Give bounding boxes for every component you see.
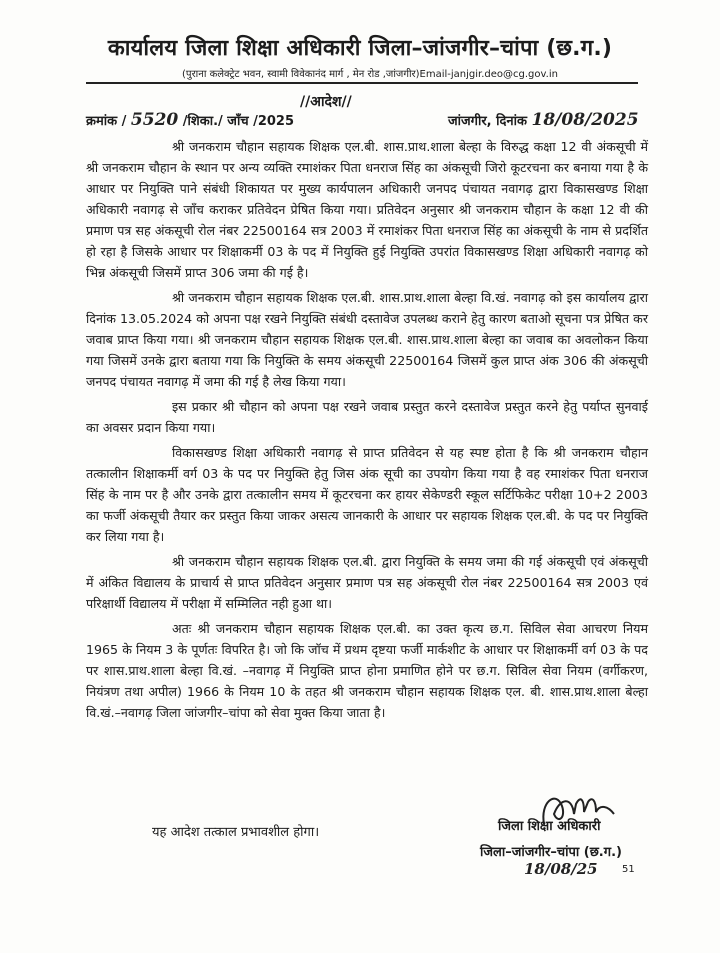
reference-number-block <box>86 110 294 130</box>
paragraph: श्री जनकराम चौहान सहायक शिक्षक एल.बी. शास.प्राथ.शाला बेल्हा वि.खं. नवागढ़ को इस कार्यालय द्वारा दिनांक 13.05.2024 को अपना पक्ष रखने नियुक्ति संबंधी दस्तावेज उपलब्ध कराने हेतु कारण बताओ सूचना पत्र प्रेषित कर जवाब प्राप्त किया गया। श्री जनकराम चौहान सहायक शिक्षक एल.बी. शास.प्राथ.शाला बेल्हा का जवाब का अवलोकन किया गया जिसमें उनके द्वारा बताया गया कि नियुक्ति के समय अंकसूची 22500164 जिसमें कुल प्राप्त अंक 306 की अंकसूची जनपद पंचायत नवागढ़ में जमा की गई है लेख किया गया। <box>86 290 648 389</box>
reference-line <box>86 108 686 132</box>
paragraph: श्री जनकराम चौहान सहायक शिक्षक एल.बी. द्वारा नियुक्ति के समय जमा की गई अंकसूची एवं अंकसूची में अंकित विद्यालय के प्राचार्य से प्राप्त प्रतिवेदन अनुसार प्रमाण पत्र सह अंकसूची रोल नंबर 22500164 सत्र 2003 एवं परिक्षार्थी विद्यालय में परीक्षा में सम्मिलित नही हुआ था। <box>86 554 648 611</box>
page-number: 51 <box>622 864 635 875</box>
order-body <box>86 136 648 727</box>
handwritten-sign-date: 18/08/25 <box>524 860 598 878</box>
paragraph: श्री जनकराम चौहान सहायक शिक्षक एल.बी. शास.प्राथ.शाला बेल्हा के विरुद्ध कक्षा 12 वी अंकसूची में श्री जनकराम चौहान के स्थान पर अन्य व्यक्ति रमाशंकर पिता धनराज सिंह का अंकसूची जिरो कूटरचना कर बनाया गया है के आधार पर नियुक्ति पाने संबंधी शिकायत पर मुख्य कार्यपालन अधिकारी जनपद पंचायत नवागढ़ द्वारा विकासखण्ड शिक्षा अधिकारी नवागढ़ से जाँच कराकर प्रतिवेदन प्रेषित किया गया। प्रतिवेदन अनुसार श्री जनकराम चौहान के कक्षा 12 वी की प्रमाण पत्र सह अंकसूची रोल नंबर 22500164 सत्र 2003 में रमाशंकर पिता धनराज सिंह का अंकसूची के नाम से प्रदर्शित हो रहा है जिसके आधार पर शिक्षाकर्मी 03 के पद में नियुक्ति हुई नियुक्ति उपरांत विकासखण्ड शिक्षा अधिकारी नवागढ़ को भिन्न अंकसूची जिसमें प्राप्त 306 जमा की गई है। <box>86 139 648 280</box>
order-heading: //आदेश// <box>300 94 352 110</box>
signatory-designation: जिला शिक्षा अधिकारी <box>498 819 601 834</box>
paragraph: अतः श्री जनकराम चौहान सहायक शिक्षक एल.बी. का उक्त कृत्य छ.ग. सिविल सेवा आचरण नियम 1965 के नियम 3 के पूर्णतः विपरित है। जो कि जॉच में प्रथम दृष्टया फर्जी मार्कशीट के आधार पर शिक्षाकर्मी वर्ग 03 के पद पर शास.प्राथ.शाला बेल्हा वि.खं. –नवागढ़ में नियुक्ति प्राप्त होना प्रमाणित होने पर छ.ग. सिविल सेवा नियम (वर्गीकरण, नियंत्रण तथा अपील) 1966 के नियम 10 के तहत श्री जनकराम चौहान सहायक शिक्षक एल. बी. शास.प्राथ.शाला बेल्हा वि.खं.–नवागढ़ जिला जांजगीर–चांपा को सेवा मुक्त किया जाता है। <box>86 621 648 720</box>
paragraph: विकासखण्ड शिक्षा अधिकारी नवागढ़ से प्राप्त प्रतिवेदन से यह स्पष्ट होता है कि श्री जनकराम चौहान तत्कालीन शिक्षाकर्मी वर्ग 03 के पद पर नियुक्ति हेतु जिस अंक सूची का उपयोग किया गया है वह रमाशंकर पिता धनराज सिंह के नाम पर है और उनके द्वारा तत्कालीन समय में कूटरचना कर हायर सेकेण्डरी स्कूल सर्टिफिकेट परीक्षा 10+2 2003 का फर्जी अंकसूची तैयार कर प्रस्तुत किया जाकर असत्य जानकारी के आधार पर सहायक शिक्षक एल.बी. के पद पर नियुक्ति कर लिया गया है। <box>86 445 648 544</box>
office-title: कार्यालय जिला शिक्षा अधिकारी जिला–जांजगीर–चांपा (छ.ग.) <box>107 36 613 61</box>
closing-line: यह आदेश तत्काल प्रभावशील होगा। <box>152 825 320 840</box>
signatory-location: जिला–जांजगीर–चांपा (छ.ग.) <box>480 845 622 860</box>
place-date-label: जांजगीर, दिनांक <box>448 114 527 129</box>
paragraph: इस प्रकार श्री चौहान को अपना पक्ष रखने जवाब प्रस्तुत करने दस्तावेज प्रस्तुत करने हेतु पर्याप्त सुनवाई का अवसर प्रदान किया गया। <box>86 399 648 435</box>
ref-prefix: क्रमांक / <box>86 114 127 129</box>
office-address: (पुराना कलेक्ट्रेट भवन, स्वामी विवेकानंद मार्ग , मेन रोड ,जांजगीर)Email-janjgir.deo@cg.gov.in <box>182 69 558 80</box>
header-divider <box>86 82 638 84</box>
place-date-block <box>448 110 639 130</box>
ref-number: 5520 <box>130 110 179 130</box>
ref-suffix: /शिका./ जाँच /2025 <box>182 114 295 129</box>
order-date: 18/08/2025 <box>531 110 639 130</box>
